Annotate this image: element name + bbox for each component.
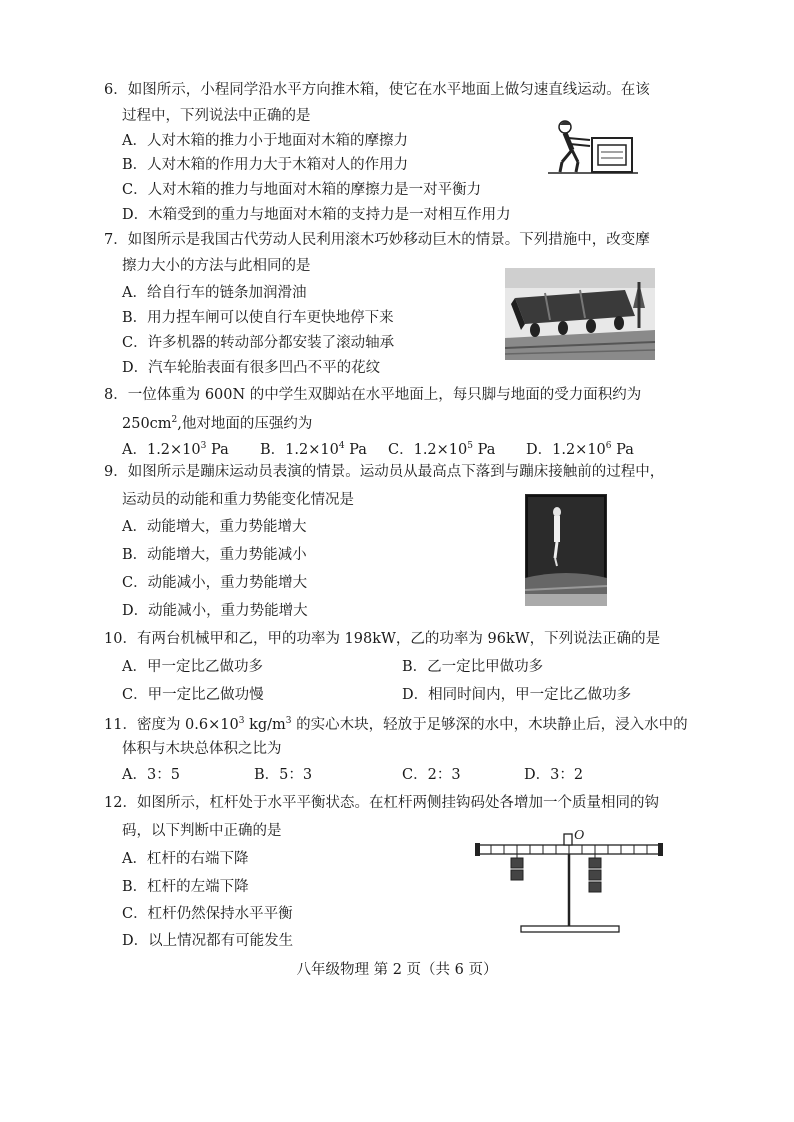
q6-stem-line1: 6．如图所示，小程同学沿水平方向推木箱，使它在水平地面上做匀速直线运动。在该 (104, 82, 650, 98)
q9-stem-line2: 运动员的动能和重力势能变化情况是 (122, 492, 354, 508)
q8-option-b: B．$1.2\times 10^4$ Pa (260, 441, 367, 458)
q7-option-c: C．许多机器的转动部分都安装了滚动轴承 (122, 335, 395, 351)
q10-option-b: B．乙一定比甲做功多 (402, 659, 544, 675)
q9-option-a: A．动能增大，重力势能增大 (122, 519, 307, 535)
q9-stem-line1: 9．如图所示是蹦床运动员表演的情景。运动员从最高点下落到与蹦床接触前的过程中， (104, 464, 665, 480)
q8-option-a: A．$1.2\times 10^3$ Pa (122, 441, 229, 458)
q12-option-b: B．杠杆的左端下降 (122, 879, 249, 895)
q8-stem-line1: 8．一位体重为 600N 的中学生双脚站在水平地面上，每只脚与地面的受力面积约为 (104, 387, 642, 403)
q11-stem-line2: 体积与木块总体积之比为 (122, 741, 282, 757)
q7-option-d: D．汽车轮胎表面有很多凹凸不平的花纹 (122, 360, 381, 376)
q7-stem-line2: 擦力大小的方法与此相同的是 (122, 258, 311, 274)
pivot-label-o: O (574, 828, 585, 843)
q6-option-d: D．木箱受到的重力与地面对木箱的支持力是一对相互作用力 (122, 207, 511, 223)
q10-stem-line1: 10．有两台机械甲和乙，甲的功率为 198kW，乙的功率为 96kW，下列说法正确的是 (104, 631, 661, 647)
q10-option-c: C．甲一定比乙做功慢 (122, 687, 264, 703)
q12-stem-line1: 12．如图所示，杠杆处于水平平衡状态。在杠杆两侧挂钩码处各增加一个质量相同的钩 (104, 795, 659, 811)
q9-option-d: D．动能减小，重力势能增大 (122, 603, 308, 619)
q12-option-d: D．以上情况都有可能发生 (122, 933, 294, 949)
q11-option-b: B．5：3 (254, 767, 313, 783)
q8-option-c: C．$1.2\times 10^5$ Pa (388, 441, 496, 458)
q8-option-d: D．$1.2\times 10^6$ Pa (526, 441, 634, 458)
rolling-logs-figure (505, 268, 655, 360)
q7-option-a: A．给自行车的链条加润滑油 (122, 285, 307, 301)
q6-option-c: C．人对木箱的推力与地面对木箱的摩擦力是一对平衡力 (122, 182, 482, 198)
q6-stem-line2: 过程中，下列说法中正确的是 (122, 108, 311, 124)
q12-option-a: A．杠杆的右端下降 (122, 851, 249, 867)
q10-option-a: A．甲一定比乙做功多 (122, 659, 263, 675)
q10-option-d: D．相同时间内，甲一定比乙做功多 (402, 687, 632, 703)
q11-option-a: A．3：5 (122, 767, 180, 783)
trampoline-athlete-figure (525, 494, 607, 606)
q11-stem-line1: 11．密度为 $0.6\times 10^3$ $kg/m^3$ 的实心木块，轻放于足够深的水中，木块静止后，浸入水中的 (104, 716, 688, 733)
q12-option-c: C．杠杆仍然保持水平平衡 (122, 906, 293, 922)
lever-balance-figure (475, 826, 665, 940)
q6-option-a: A．人对木箱的推力小于地面对木箱的摩擦力 (122, 133, 408, 149)
q7-option-b: B．用力捏车闸可以使自行车更快地停下来 (122, 310, 394, 326)
q12-stem-line2: 码，以下判断中正确的是 (122, 823, 282, 839)
page-footer: 八年级物理 第 2 页（共 6 页） (296, 962, 498, 978)
q9-option-c: C．动能减小，重力势能增大 (122, 575, 308, 591)
q11-option-c: C．2：3 (402, 767, 461, 783)
q9-option-b: B．动能增大，重力势能减小 (122, 547, 307, 563)
q6-option-b: B．人对木箱的作用力大于木箱对人的作用力 (122, 157, 409, 173)
q8-stem-line2: $250cm^2$,他对地面的压强约为 (122, 415, 313, 432)
q7-stem-line1: 7．如图所示是我国古代劳动人民利用滚木巧妙移动巨木的情景。下列措施中，改变摩 (104, 232, 650, 248)
boy-pushing-box-figure (548, 118, 638, 176)
q11-option-d: D．3：2 (524, 767, 584, 783)
